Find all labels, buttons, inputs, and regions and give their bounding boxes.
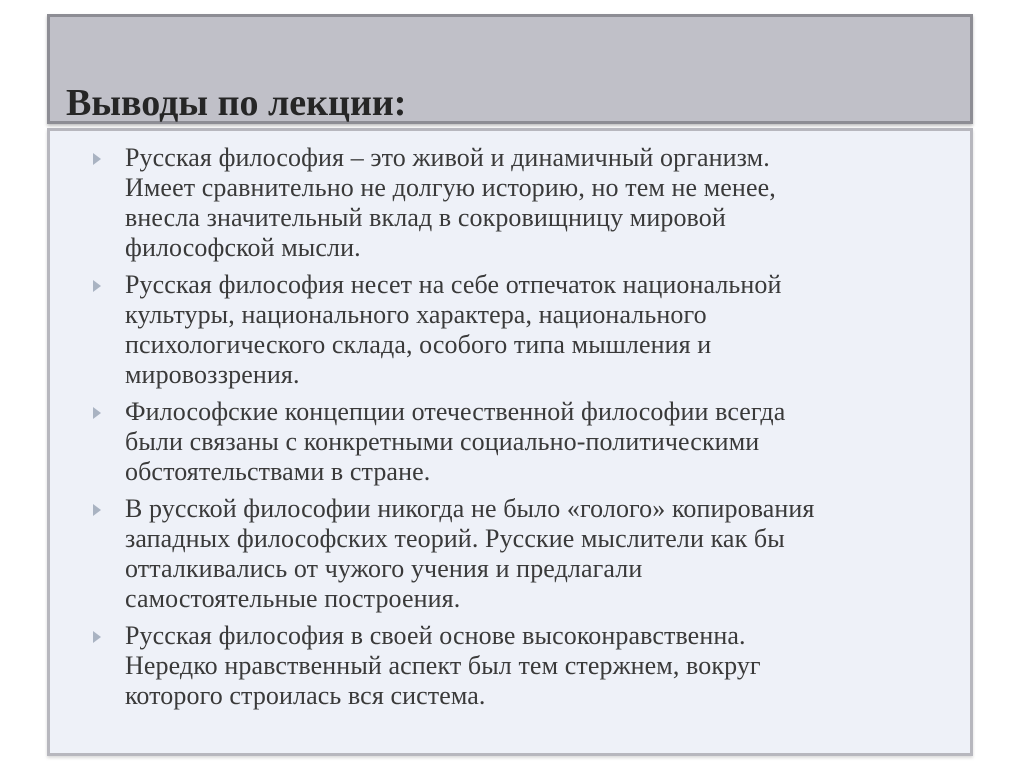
bullet-item <box>90 143 950 263</box>
triangle-right-icon <box>90 503 104 517</box>
bullet-line: Русская философия несет на себе отпечаток национальной <box>125 270 782 299</box>
slide-title: Выводы по лекции: <box>66 82 407 124</box>
triangle-right-icon <box>90 630 104 644</box>
bullet-list <box>90 143 950 718</box>
content-box <box>47 128 973 756</box>
bullet-line: психологического склада, особого типа мышления и <box>125 330 712 359</box>
bullet-line: Русская философия – это живой и динамичный организм. <box>125 143 770 172</box>
bullet-line: В русской философии никогда не было «голого» копирования <box>125 494 815 523</box>
bullet-line: обстоятельствами в стране. <box>125 457 431 486</box>
bullet-line: самостоятельные построения. <box>125 584 461 613</box>
bullet-line: культуры, национального характера, национального <box>125 300 707 329</box>
bullet-line: Имеет сравнительно не долгую историю, но тем не менее, <box>125 173 776 202</box>
bullet-line: отталкивались от чужого учения и предлагали <box>125 554 643 583</box>
bullet-line: мировоззрения. <box>125 360 300 389</box>
bullet-item <box>90 397 950 487</box>
bullet-line: были связаны с конкретными социально-политическими <box>125 427 760 456</box>
bullet-line: которого строилась вся система. <box>125 681 486 710</box>
triangle-right-icon <box>90 406 104 420</box>
bullet-line: Русская философия в своей основе высоконравственна. <box>125 621 746 650</box>
bullet-item <box>90 494 950 614</box>
bullet-item <box>90 621 950 711</box>
bullet-line: философской мысли. <box>125 233 361 262</box>
triangle-right-icon <box>90 279 104 293</box>
triangle-right-icon <box>90 152 104 166</box>
bullet-line: Нередко нравственный аспект был тем стержнем, вокруг <box>125 651 761 680</box>
bullet-line: Философские концепции отечественной философии всегда <box>125 397 786 426</box>
bullet-line: западных философских теорий. Русские мыслители как бы <box>125 524 785 553</box>
bullet-line: внесла значительный вклад в сокровищницу мировой <box>125 203 726 232</box>
bullet-item <box>90 270 950 390</box>
title-bar <box>47 14 973 124</box>
